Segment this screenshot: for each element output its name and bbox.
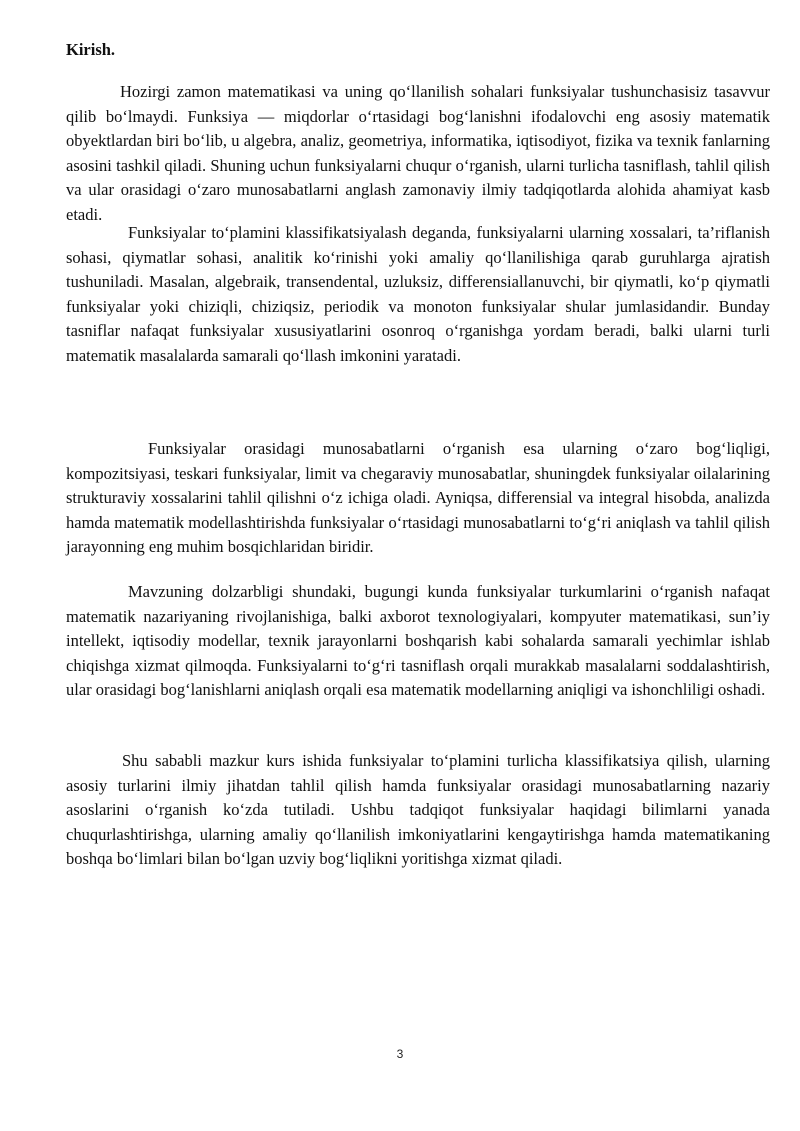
page-number: 3 <box>396 1047 404 1061</box>
paragraph-relevance: Mavzuning dolzarbligi shundaki, bugungi kunda funksiyalar turkumlarini o‘rganish nafaqat matematik nazariyaning rivojlanishiga, balki axborot texnologiyalari, kompyuter matematikasi, sun’iy intellekt, iqtisodiy modellar, texnik jarayonlarni boshqarish kabi sohalarda samarali yechimlar ishlab chiqishga xizmat qilmoqda. Funksiyalarni to‘g‘ri tasniflash orqali murakkab masalalarni soddalashtirish, ular orasidagi bog‘lanishlarni aniqlash orqali esa matematik modellarning aniqligi va ishonchliligi oshadi. <box>66 582 770 699</box>
paragraph-course-goal: Shu sababli mazkur kurs ishida funksiyalar to‘plamini turlicha klassifikatsiya qilish, ularning asosiy turlarini ilmiy jihatdan tahlil qilish hamda funksiyalar orasidagi munosabatlarning nazariy asoslarini o‘rganish ko‘zda tutiladi. Ushbu tadqiqot funksiyalar haqidagi bilimlarni yanada chuqurlashtirishga, ularning amaliy qo‘llanilish imkoniyatlarini kengaytirishga hamda matematikaning boshqa bo‘limlari bilan bo‘lgan uzviy bog‘liqlikni yoritishga xizmat qiladi. <box>66 751 770 868</box>
paragraph-relationships: Funksiyalar orasidagi munosabatlarni o‘rganish esa ularning o‘zaro bog‘liqligi, kompozitsiyasi, teskari funksiyalar, limit va chegaraviy munosabatlar, shuningdek funksiyalar oilalarining strukturaviy xossalarini tahlil qilishni o‘z ichiga oladi. Ayniqsa, differensial va integral hisobda, analizda hamda matematik modellashtirishda funksiyalar o‘rtasidagi munosabatlarni to‘g‘ri aniqlash va tahlil qilish jarayonning eng muhim bosqichlaridan biridir. <box>66 439 770 556</box>
paragraph-introduction: Hozirgi zamon matematikasi va uning qo‘llanilish sohalari funksiyalar tushunchasisiz tasavvur qilib bo‘lmaydi. Funksiya — miqdorlar o‘rtasidagi bog‘lanishni ifodalovchi eng asosiy matematik obyektlardan biri bo‘lib, u algebra, analiz, geometriya, informatika, iqtisodiyot, fizika va texnik fanlarning asosini tashkil qiladi. Shuning uchun funksiyalarni chuqur o‘rganish, ularni turlicha tasniflash, tahlil qilish va ular orasidagi o‘zaro munosabatlarni anglash zamonaviy ilmiy tadqiqotlarda alohida ahamiyat kasb etadi. <box>66 82 770 224</box>
section-heading: Kirish. <box>66 40 116 59</box>
paragraph-classification: Funksiyalar to‘plamini klassifikatsiyalash deganda, funksiyalarni ularning xossalari, ta’riflanish sohasi, qiymatlar sohasi, analitik ko‘rinishi yoki amaliy qo‘llanilishiga qarab guruhlarga ajratish tushuniladi. Masalan, algebraik, transendental, uzluksiz, differensiallanuvchi, bir qiymatli, ko‘p qiymatli funksiyalar yoki chiziqli, chiziqsiz, periodik va monoton funksiyalar shular jumlasidandir. Bunday tasniflar nafaqat funksiyalar xususiyatlarini osonroq o‘rganishga yordam beradi, balki ularni turli matematik masalalarda samarali qo‘llash imkonini yaratadi. <box>66 223 770 365</box>
